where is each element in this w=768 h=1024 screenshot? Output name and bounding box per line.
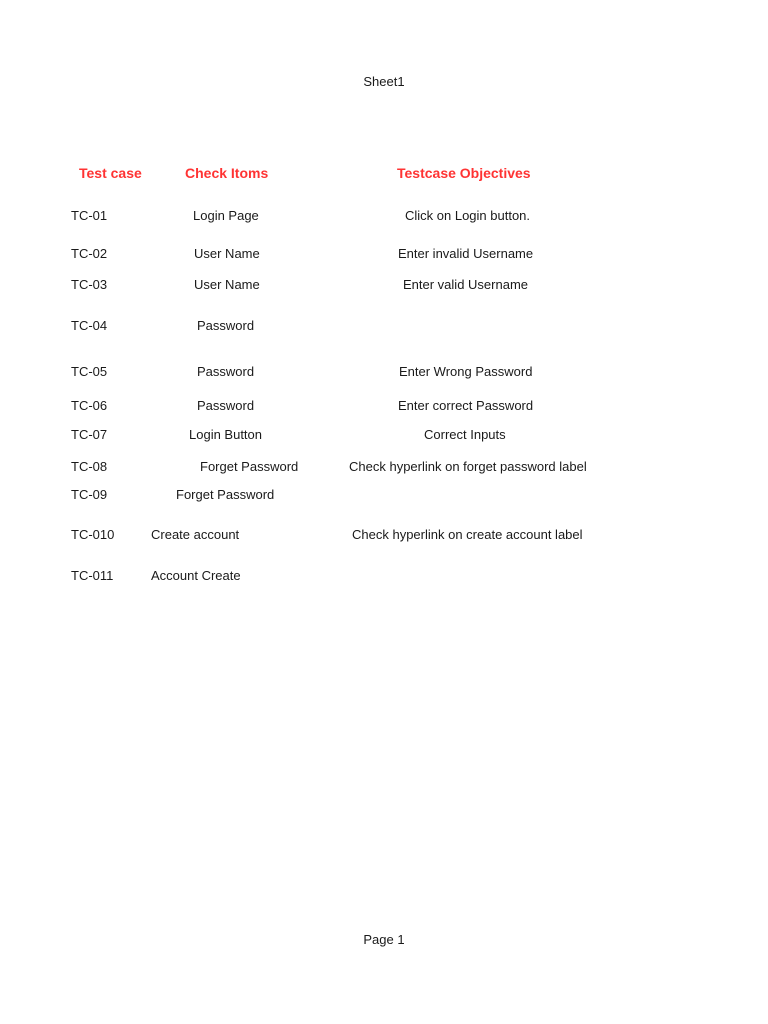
row-check-item: Forget Password — [176, 487, 275, 502]
row-id: TC-01 — [71, 208, 108, 223]
header-check-items: Check Itoms — [185, 165, 269, 181]
row-check-item: Password — [197, 364, 255, 379]
row-check-item: Login Button — [189, 427, 263, 442]
row-id: TC-07 — [71, 427, 108, 442]
row-check-item: Create account — [151, 527, 240, 542]
header-test-case: Test case — [79, 165, 142, 181]
row-check-item: User Name — [194, 246, 260, 261]
row-objective: Check hyperlink on create account label — [352, 527, 583, 542]
row-id: TC-08 — [71, 459, 108, 474]
row-check-item: User Name — [194, 277, 260, 292]
row-id: TC-09 — [71, 487, 108, 502]
row-id: TC-05 — [71, 364, 108, 379]
row-check-item: Account Create — [151, 568, 241, 583]
row-objective: Check hyperlink on forget password label — [349, 459, 587, 474]
row-check-item: Login Page — [193, 208, 259, 223]
row-id: TC-02 — [71, 246, 108, 261]
row-id: TC-06 — [71, 398, 108, 413]
sheet-title: Sheet1 — [363, 74, 405, 89]
row-check-item: Password — [197, 398, 255, 413]
row-id: TC-011 — [71, 568, 114, 583]
row-objective: Correct Inputs — [424, 427, 506, 442]
row-objective: Click on Login button. — [405, 208, 531, 223]
row-id: TC-04 — [71, 318, 108, 333]
row-objective: Enter correct Password — [398, 398, 534, 413]
row-check-item: Forget Password — [200, 459, 299, 474]
row-objective: Enter Wrong Password — [399, 364, 533, 379]
page-number: Page 1 — [363, 932, 405, 947]
row-objective: Enter valid Username — [403, 277, 528, 292]
row-id: TC-010 — [71, 527, 115, 542]
row-objective: Enter invalid Username — [398, 246, 534, 261]
row-id: TC-03 — [71, 277, 108, 292]
header-objectives: Testcase Objectives — [397, 165, 531, 181]
row-check-item: Password — [197, 318, 255, 333]
